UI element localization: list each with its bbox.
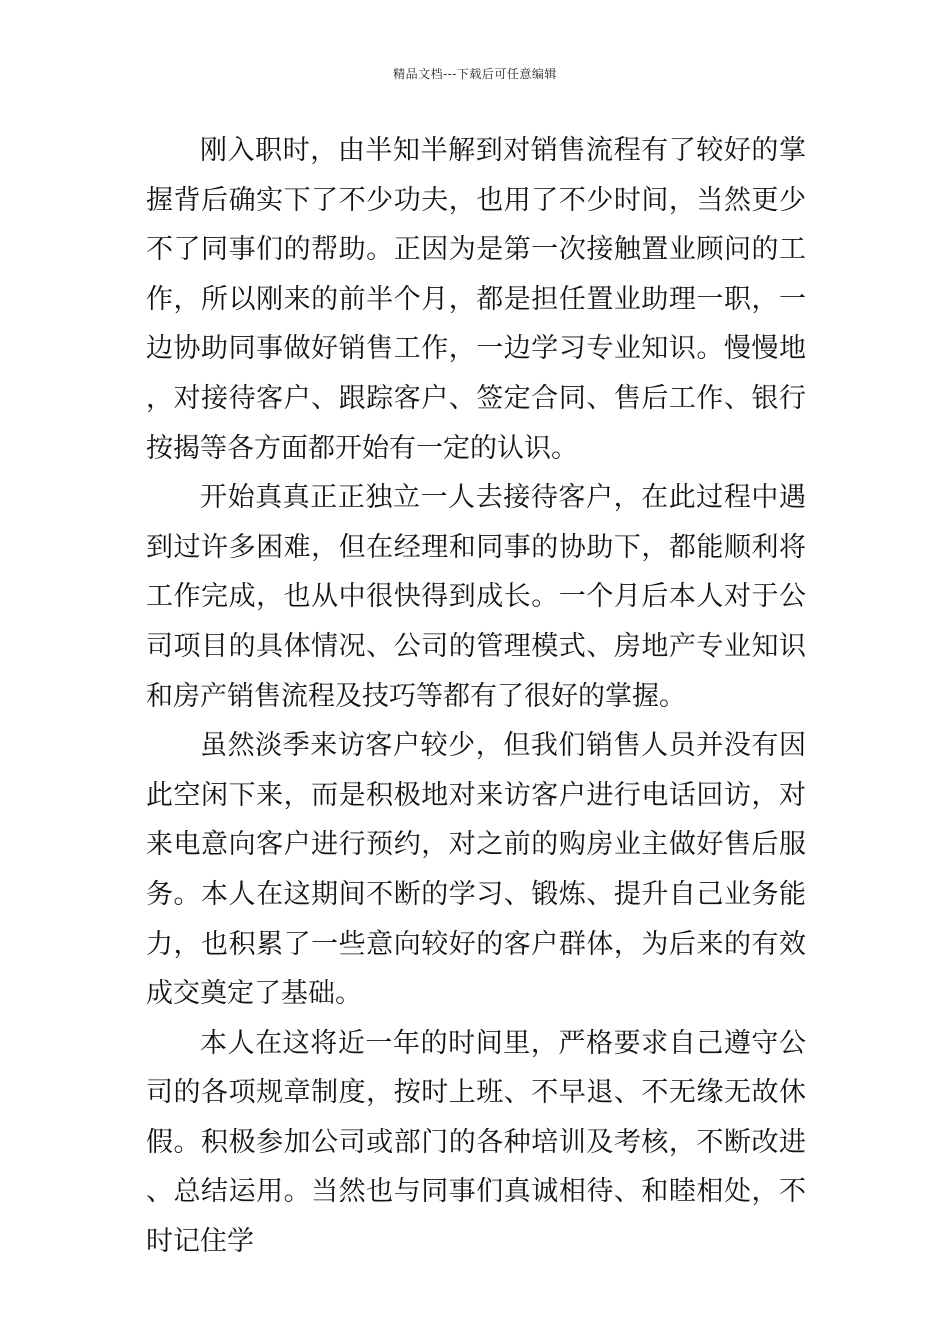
paragraph-4: 本人在这将近一年的时间里，严格要求自己遵守公司的各项规章制度，按时上班、不早退、不无缘无故休假。积极参加公司或部门的各种培训及考核，不断改进、总结运用。当然也与同事们真诚相待、和睦相处，不时记住学	[146, 1027, 806, 1258]
paragraph-3: 虽然淡季来访客户较少，但我们销售人员并没有因此空闲下来，而是积极地对来访客户进行电话回访，对来电意向客户进行预约，对之前的购房业主做好售后服务。本人在这期间不断的学习、锻炼、提升自己业务能力，也积累了一些意向较好的客户群体，为后来的有效成交奠定了基础。	[146, 730, 806, 1010]
page-header: 精品文档---下载后可任意编辑	[393, 67, 557, 81]
document-body	[146, 126, 806, 1267]
paragraph-2: 开始真真正正独立一人去接待客户，在此过程中遇到过许多困难，但在经理和同事的协助下，都能顺利将工作完成，也从中很快得到成长。一个月后本人对于公司项目的具体情况、公司的管理模式、房地产专业知识和房产销售流程及技巧等都有了很好的掌握。	[146, 482, 806, 712]
paragraph-1: 刚入职时，由半知半解到对销售流程有了较好的掌握背后确实下了不少功夫，也用了不少时间，当然更少不了同事们的帮助。正因为是第一次接触置业顾问的工作，所以刚来的前半个月，都是担任置业助理一职，一边协助同事做好销售工作，一边学习专业知识。慢慢地，对接待客户、跟踪客户、签定合同、售后工作、银行按揭等各方面都开始有一定的认识。	[146, 135, 806, 464]
